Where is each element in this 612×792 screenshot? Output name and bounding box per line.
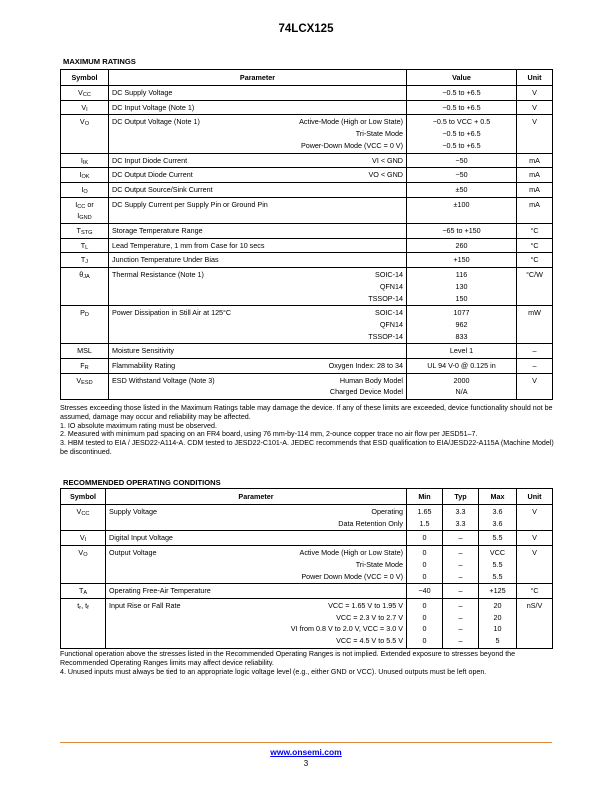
value-cell xyxy=(407,153,517,168)
value-cell xyxy=(407,306,517,344)
value-cell-line: −65 to +150 xyxy=(442,226,481,236)
max-cell xyxy=(479,598,517,648)
min-cell-line: 1.65 xyxy=(417,507,432,516)
typ-cell-line: 3.3 xyxy=(455,518,466,528)
page-title: 74LCX125 xyxy=(278,23,334,35)
value-cell-line: −50 xyxy=(455,155,468,165)
unit-cell: mA xyxy=(517,197,553,223)
typ-cell xyxy=(443,546,479,584)
unit-cell: V xyxy=(517,115,553,153)
max-ratings-table xyxy=(60,69,553,400)
note-text: 3. HBM tested to EIA / JESD22-A114-A. CDM tested to JESD22-C101-A. JEDEC recommends that ESD qualification to EIA/JESD22-A115A (Machine Model) be discontinued. xyxy=(60,439,554,456)
value-cell-line: UL 94 V-0 @ 0.125 in xyxy=(427,361,496,371)
table-row xyxy=(61,115,553,153)
table-row xyxy=(61,598,553,648)
parameter-label: Thermal Resistance (Note 1) xyxy=(112,270,204,280)
symbol-cell: $t_r$, $t_f$ xyxy=(61,598,106,648)
parameter-cell xyxy=(109,182,407,197)
value-cell-line: 962 xyxy=(455,319,468,329)
table-row xyxy=(61,531,553,546)
parameter-label: DC Input Voltage (Note 1) xyxy=(112,102,195,112)
max-cell xyxy=(479,584,517,599)
note-text: Functional operation above the stresses listed in the Recommended Operating Ranges is not implied. Extended exposure to stresses beyond the Recommended Operating Ranges limits may affect device reliability. xyxy=(60,650,516,667)
value-cell-line: −0.5 to +6.5 xyxy=(442,129,481,139)
parameter-label: Digital Input Voltage xyxy=(109,533,173,543)
min-cell-line: −40 xyxy=(418,586,431,596)
parameter-label: Operating Free-Air Temperature xyxy=(109,586,211,596)
rec-conditions-title: RECOMMENDED OPERATING CONDITIONS xyxy=(63,478,221,487)
parameter-label: DC Supply Current per Supply Pin or Ground Pin xyxy=(112,199,268,209)
parameter-cell xyxy=(106,598,407,648)
table-row xyxy=(61,584,553,599)
note-text: 1. IO absolute maximum rating must be observed. xyxy=(60,421,217,430)
value-cell-line: ±100 xyxy=(453,199,470,209)
unit-cell: V xyxy=(517,505,553,531)
parameter-condition: TSSOP-14 xyxy=(368,293,403,303)
value-cell-line: −0.5 to VCC + 0.5 xyxy=(432,117,491,127)
col-header-parameter: Parameter xyxy=(106,489,407,505)
typ-cell-line: – xyxy=(458,533,463,543)
table-row xyxy=(61,238,553,253)
unit-cell: V xyxy=(517,531,553,546)
parameter-cell xyxy=(106,505,407,531)
typ-cell-line: – xyxy=(458,624,463,634)
footer-divider xyxy=(60,742,552,743)
unit-cell: °C xyxy=(517,224,553,239)
table-row xyxy=(61,153,553,168)
value-cell-line: −0.5 to +6.5 xyxy=(442,88,481,97)
min-cell-line: 0 xyxy=(422,624,427,634)
value-cell-line: −0.5 to +6.5 xyxy=(442,102,481,112)
parameter-condition: VCC = 4.5 V to 5.5 V xyxy=(336,636,403,646)
max-ratings-notes xyxy=(60,404,556,457)
parameter-label: Supply Voltage xyxy=(109,507,157,516)
symbol-cell: $I_{CC}$ or $I_{GND}$ xyxy=(61,197,109,223)
max-cell-line: 3.6 xyxy=(492,507,503,516)
parameter-condition: VCC = 2.3 V to 2.7 V xyxy=(336,612,403,622)
parameter-condition: Power Down Mode (VCC = 0 V) xyxy=(301,571,403,581)
value-cell-line: 2000 xyxy=(453,375,470,385)
value-cell xyxy=(407,359,517,374)
typ-cell xyxy=(443,505,479,531)
table-row xyxy=(61,268,553,306)
unit-cell: – xyxy=(517,344,553,359)
value-cell xyxy=(407,238,517,253)
min-cell-line: 0 xyxy=(422,600,427,610)
value-cell-line: 833 xyxy=(455,331,468,341)
symbol-cell: $I_O$ xyxy=(61,182,109,197)
parameter-cell xyxy=(109,224,407,239)
min-cell-line: 1.5 xyxy=(419,518,430,528)
parameter-condition: Active-Mode (High or Low State) xyxy=(299,117,403,127)
unit-cell: nS/V xyxy=(517,598,553,648)
rec-conditions-notes xyxy=(60,650,556,676)
symbol-cell: $V_O$ xyxy=(61,546,106,584)
value-cell-line: 150 xyxy=(455,293,468,303)
parameter-label: DC Supply Voltage xyxy=(112,88,173,97)
symbol-cell: $V_{ESD}$ xyxy=(61,373,109,399)
max-cell-line: 10 xyxy=(493,624,502,634)
value-cell xyxy=(407,268,517,306)
parameter-label: DC Output Diode Current xyxy=(112,170,193,180)
parameter-cell xyxy=(109,373,407,399)
typ-cell-line: – xyxy=(458,636,463,646)
typ-cell-line: – xyxy=(458,600,463,610)
unit-cell: mA xyxy=(517,182,553,197)
value-cell-line: 260 xyxy=(455,240,468,250)
unit-cell: mW xyxy=(517,306,553,344)
parameter-condition: QFN14 xyxy=(379,281,403,291)
parameter-condition: QFN14 xyxy=(379,319,403,329)
parameter-label: Flammability Rating xyxy=(112,361,176,371)
symbol-cell: $T_L$ xyxy=(61,238,109,253)
parameter-cell xyxy=(109,253,407,268)
parameter-cell xyxy=(109,115,407,153)
min-cell xyxy=(407,505,443,531)
parameter-condition: Active Mode (High or Low State) xyxy=(299,548,403,558)
symbol-cell: $I_{IK}$ xyxy=(61,153,109,168)
symbol-cell: $T_A$ xyxy=(61,584,106,599)
parameter-cell xyxy=(109,100,407,115)
value-cell-line: Level 1 xyxy=(449,346,474,356)
parameter-label: ESD Withstand Voltage (Note 3) xyxy=(112,375,215,385)
symbol-cell: $T_J$ xyxy=(61,253,109,268)
parameter-cell xyxy=(109,197,407,223)
parameter-condition: Charged Device Model xyxy=(329,387,403,397)
max-ratings-title: MAXIMUM RATINGS xyxy=(63,57,136,66)
max-cell-line: 5.5 xyxy=(492,571,503,581)
symbol-cell: $V_{CC}$ xyxy=(61,86,109,101)
parameter-label: Moisture Sensitivity xyxy=(112,346,174,356)
unit-cell: °C xyxy=(517,584,553,599)
min-cell-line: 0 xyxy=(422,533,427,543)
col-header-min: Min xyxy=(407,489,443,505)
typ-cell-line: – xyxy=(458,612,463,622)
parameter-condition: Tri-State Mode xyxy=(355,559,403,569)
symbol-cell: $V_{CC}$ xyxy=(61,505,106,531)
col-header-parameter: Parameter xyxy=(109,70,407,86)
symbol-cell: $T_{STG}$ xyxy=(61,224,109,239)
symbol-cell: $V_I$ xyxy=(61,100,109,115)
note-text: 4. Unused inputs must always be tied to an appropriate logic voltage level (e.g., either GND or VCC). Unused outputs must be left open. xyxy=(60,667,487,676)
max-cell-line: VCC xyxy=(489,548,506,558)
parameter-condition: Power-Down Mode (VCC = 0 V) xyxy=(300,140,403,150)
unit-cell: V xyxy=(517,100,553,115)
parameter-label: Storage Temperature Range xyxy=(112,226,203,236)
value-cell-line: 116 xyxy=(455,270,468,280)
table-row xyxy=(61,224,553,239)
parameter-cell xyxy=(109,168,407,183)
parameter-condition: Tri-State Mode xyxy=(355,129,403,139)
parameter-label: DC Input Diode Current xyxy=(112,155,188,165)
symbol-cell: $V_I$ xyxy=(61,531,106,546)
typ-cell xyxy=(443,531,479,546)
value-cell xyxy=(407,86,517,101)
parameter-label: Lead Temperature, 1 mm from Case for 10 secs xyxy=(112,240,265,250)
parameter-condition: VO < GND xyxy=(368,170,403,180)
min-cell-line: 0 xyxy=(422,612,427,622)
col-header-symbol: Symbol xyxy=(61,70,109,86)
table-row xyxy=(61,197,553,223)
value-cell-line: +150 xyxy=(453,255,470,265)
parameter-condition: SOIC-14 xyxy=(375,270,403,280)
typ-cell xyxy=(443,584,479,599)
max-cell-line: 3.6 xyxy=(492,518,503,528)
min-cell xyxy=(407,598,443,648)
parameter-condition: VI < GND xyxy=(372,155,403,165)
parameter-cell xyxy=(106,584,407,599)
table-row xyxy=(61,373,553,399)
parameter-cell xyxy=(109,86,407,101)
parameter-condition: SOIC-14 xyxy=(375,308,403,318)
table-row xyxy=(61,306,553,344)
unit-cell: °C xyxy=(517,253,553,268)
typ-cell-line: – xyxy=(458,548,463,558)
parameter-label: DC Output Source/Sink Current xyxy=(112,184,213,194)
value-cell xyxy=(407,115,517,153)
parameter-label: Power Dissipation in Still Air at 125°C xyxy=(112,308,232,318)
value-cell xyxy=(407,373,517,399)
unit-cell: mA xyxy=(517,153,553,168)
symbol-cell: $V_O$ xyxy=(61,115,109,153)
typ-cell-line: – xyxy=(458,571,463,581)
value-cell-line: 130 xyxy=(455,281,468,291)
table-row xyxy=(61,505,553,531)
value-cell xyxy=(407,197,517,223)
symbol-cell: $P_D$ xyxy=(61,306,109,344)
max-cell-line: +125 xyxy=(489,586,506,596)
value-cell xyxy=(407,253,517,268)
unit-cell: mA xyxy=(517,168,553,183)
page-number: 3 xyxy=(303,759,309,768)
value-cell xyxy=(407,182,517,197)
col-header-typ: Typ xyxy=(443,489,479,505)
typ-cell-line: – xyxy=(458,586,463,596)
value-cell xyxy=(407,100,517,115)
min-cell-line: 0 xyxy=(422,548,427,558)
min-cell-line: 0 xyxy=(422,571,427,581)
note-text: 2. Measured with minimum pad spacing on an FR4 board, using 76 mm-by-114 mm, 2-ounce copper trace no air flow per JESD51–7. xyxy=(60,430,478,439)
col-header-unit: Unit xyxy=(517,70,553,86)
symbol-cell: $F_R$ xyxy=(61,359,109,374)
min-cell xyxy=(407,531,443,546)
parameter-cell xyxy=(109,359,407,374)
parameter-cell xyxy=(106,546,407,584)
parameter-cell xyxy=(109,306,407,344)
max-cell xyxy=(479,505,517,531)
parameter-condition: VCC = 1.65 V to 1.95 V xyxy=(328,600,403,610)
max-cell-line: 20 xyxy=(493,600,502,610)
parameter-cell xyxy=(109,153,407,168)
footer-website-link[interactable]: www.onsemi.com xyxy=(270,747,342,757)
min-cell-line: 0 xyxy=(422,559,427,569)
col-header-symbol: Symbol xyxy=(61,489,106,505)
value-cell-line: 1077 xyxy=(453,308,470,318)
value-cell xyxy=(407,224,517,239)
parameter-condition: Data Retention Only xyxy=(338,518,403,528)
value-cell-line: N/A xyxy=(455,387,468,397)
unit-cell: – xyxy=(517,359,553,374)
min-cell xyxy=(407,546,443,584)
value-cell-line: ±50 xyxy=(455,184,468,194)
max-cell-line: 5.5 xyxy=(492,533,503,543)
parameter-condition: Oxygen Index: 28 to 34 xyxy=(328,361,403,371)
table-row xyxy=(61,253,553,268)
parameter-condition: VI from 0.8 V to 2.0 V, VCC = 3.0 V xyxy=(290,624,403,634)
table-row xyxy=(61,344,553,359)
symbol-cell: $\theta_{JA}$ xyxy=(61,268,109,306)
max-cell-line: 5.5 xyxy=(492,559,503,569)
col-header-unit: Unit xyxy=(517,489,553,505)
note-text: Stresses exceeding those listed in the Maximum Ratings table may damage the device. If any of these limits are exceeded, device functionality should not be assumed, damage may occur and reliability may be affected. xyxy=(60,404,553,421)
parameter-cell xyxy=(109,238,407,253)
value-cell-line: −50 xyxy=(455,170,468,180)
table-row xyxy=(61,100,553,115)
symbol-cell: $I_{OK}$ xyxy=(61,168,109,183)
parameter-label: Junction Temperature Under Bias xyxy=(112,255,219,265)
parameter-label: Input Rise or Fall Rate xyxy=(109,600,181,610)
unit-cell: °C/W xyxy=(517,268,553,306)
max-cell-line: 5 xyxy=(495,636,500,646)
min-cell-line: 0 xyxy=(422,636,427,646)
parameter-label: DC Output Voltage (Note 1) xyxy=(112,117,200,127)
value-cell xyxy=(407,344,517,359)
parameter-cell xyxy=(106,531,407,546)
col-header-value: Value xyxy=(407,70,517,86)
table-row xyxy=(61,546,553,584)
max-cell-line: 20 xyxy=(493,612,502,622)
table-row xyxy=(61,359,553,374)
unit-cell: V xyxy=(517,86,553,101)
table-row xyxy=(61,182,553,197)
parameter-cell xyxy=(109,344,407,359)
col-header-max: Max xyxy=(479,489,517,505)
table-row xyxy=(61,86,553,101)
max-cell xyxy=(479,531,517,546)
rec-conditions-table xyxy=(60,488,553,649)
unit-cell: V xyxy=(517,373,553,399)
value-cell xyxy=(407,168,517,183)
max-cell xyxy=(479,546,517,584)
parameter-label: Output Voltage xyxy=(109,548,157,558)
typ-cell xyxy=(443,598,479,648)
typ-cell-line: 3.3 xyxy=(455,507,466,516)
parameter-condition: Operating xyxy=(371,507,403,516)
parameter-condition: Human Body Model xyxy=(339,375,403,385)
value-cell-line: −0.5 to +6.5 xyxy=(442,140,481,150)
table-row xyxy=(61,168,553,183)
parameter-condition: TSSOP-14 xyxy=(368,331,403,341)
unit-cell: °C xyxy=(517,238,553,253)
parameter-cell xyxy=(109,268,407,306)
symbol-cell: MSL xyxy=(61,344,109,359)
min-cell xyxy=(407,584,443,599)
typ-cell-line: – xyxy=(458,559,463,569)
unit-cell: V xyxy=(517,546,553,584)
